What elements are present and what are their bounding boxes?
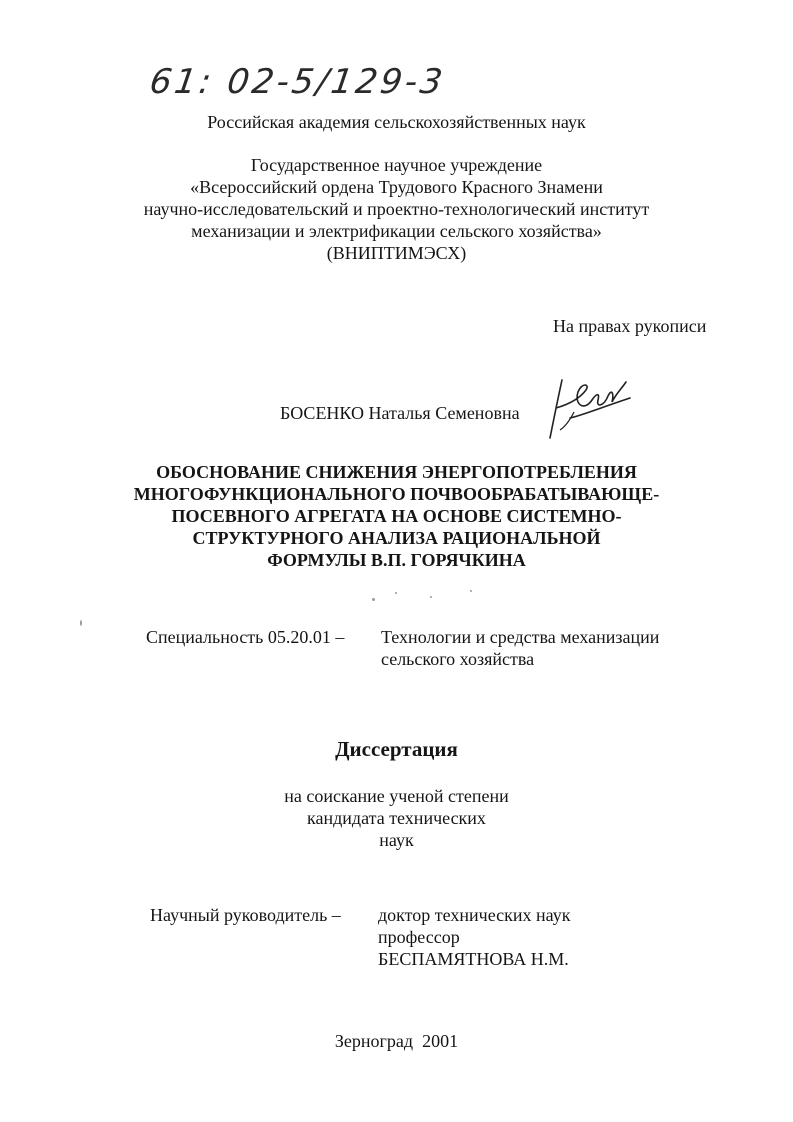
author-signature (540, 368, 640, 448)
manuscript-note: На правах рукописи (553, 316, 707, 336)
supervisor-label: Научный руководитель – (150, 905, 341, 925)
supervisor-value (378, 904, 571, 970)
institution-line: научно-исследовательский и проектно-технологический институт (143, 199, 650, 219)
institution-block (0, 154, 793, 264)
degree-line: кандидата технических (307, 808, 486, 828)
degree-line: на соискание ученой степени (284, 786, 509, 806)
supervisor-line: БЕСПАМЯТНОВА Н.М. (378, 949, 569, 969)
academy-name: Российская академия сельскохозяйственных наук (207, 112, 586, 132)
degree-block (0, 785, 793, 851)
place-year: Зерноград 2001 (334, 1031, 459, 1051)
title-line: СТРУКТУРНОГО АНАЛИЗА РАЦИОНАЛЬНОЙ (192, 528, 601, 548)
archive-code-handwritten: 61: 02-5/129-3 (147, 62, 448, 102)
specialty-line: сельского хозяйства (381, 649, 535, 669)
institution-line: (ВНИПТИМЭСХ) (326, 243, 467, 263)
institution-line: «Всероссийский ордена Трудового Красного Знамени (190, 177, 603, 197)
title-line: ФОРМУЛЫ В.П. ГОРЯЧКИНА (267, 550, 526, 570)
document-type: Диссертация (335, 737, 458, 761)
supervisor-line: профессор (378, 927, 460, 947)
supervisor-line: доктор технических наук (378, 905, 571, 925)
title-line: МНОГОФУНКЦИОНАЛЬНОГО ПОЧВООБРАБАТЫВАЮЩЕ- (133, 484, 660, 504)
title-line: ПОСЕВНОГО АГРЕГАТА НА ОСНОВЕ СИСТЕМНО- (171, 506, 622, 526)
specialty-line: Технологии и средства механизации (381, 627, 660, 647)
specialty-label: Специальность 05.20.01 – (146, 627, 345, 647)
dissertation-title (0, 461, 793, 571)
author-name: БОСЕНКО Наталья Семеновна (280, 403, 520, 423)
title-line: ОБОСНОВАНИЕ СНИЖЕНИЯ ЭНЕРГОПОТРЕБЛЕНИЯ (156, 462, 637, 482)
institution-line: механизации и электрификации сельского хозяйства» (191, 221, 602, 241)
institution-line: Государственное научное учреждение (250, 155, 543, 175)
degree-line: наук (379, 830, 414, 850)
specialty-value (381, 626, 659, 670)
